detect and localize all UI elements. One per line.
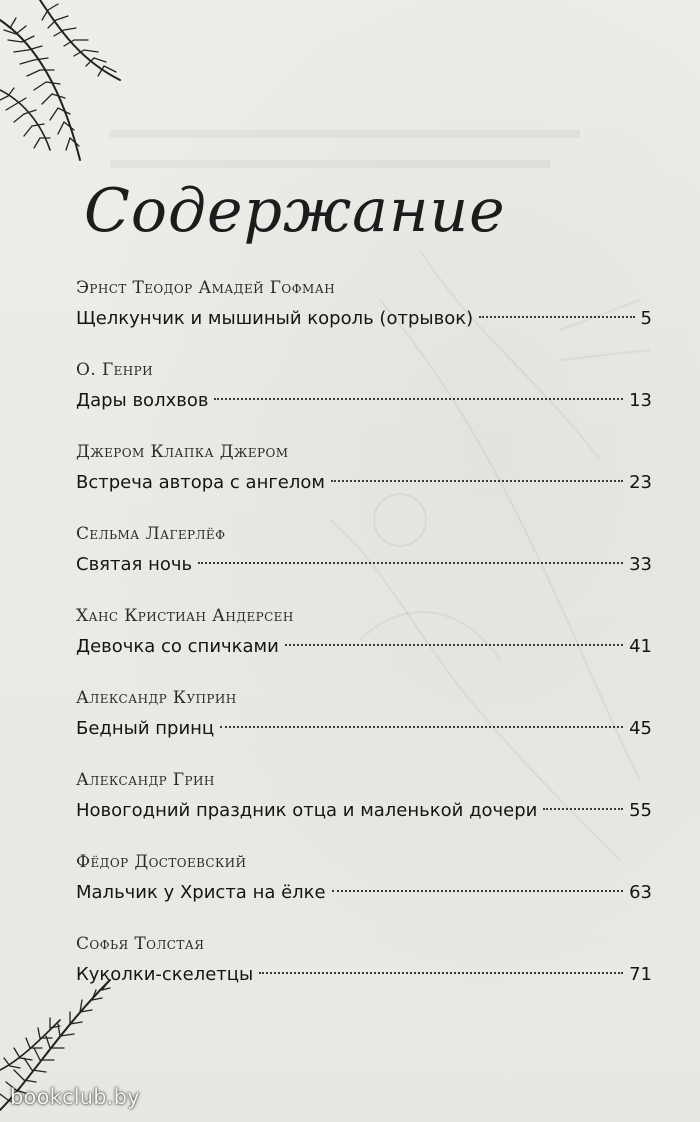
toc-entry xyxy=(76,766,652,848)
entry-author: Александр Куприн xyxy=(76,688,237,708)
entry-title: Святая ночь xyxy=(76,554,193,575)
entry-author: О. Генри xyxy=(76,360,153,380)
entry-line xyxy=(76,302,652,336)
page-title: Содержание xyxy=(84,176,506,246)
entry-author: Эрнст Теодор Амадей Гофман xyxy=(76,278,336,298)
entry-page-number: 41 xyxy=(629,636,652,657)
entry-author: Сельма Лагерлёф xyxy=(76,524,226,544)
entry-title: Бедный принц xyxy=(76,718,215,739)
entry-author: Софья Толстая xyxy=(76,934,205,954)
dot-leader xyxy=(479,316,634,318)
entry-title: Дары волхвов xyxy=(76,390,209,411)
entry-line xyxy=(76,548,652,582)
dot-leader xyxy=(259,972,623,974)
entry-author: Фёдор Достоевский xyxy=(76,852,247,872)
entry-title: Девочка со спичками xyxy=(76,636,279,657)
toc-entry xyxy=(76,930,652,1012)
entry-page-number: 13 xyxy=(629,390,652,411)
entry-line xyxy=(76,876,652,910)
entry-page-number: 33 xyxy=(629,554,652,575)
entry-author: Ханс Кристиан Андерсен xyxy=(76,606,294,626)
watermark: bookclub.by xyxy=(10,1085,140,1109)
entry-page-number: 5 xyxy=(640,308,652,329)
entry-line xyxy=(76,384,652,418)
entry-title: Встреча автора с ангелом xyxy=(76,472,325,493)
dot-leader xyxy=(543,808,623,810)
entry-page-number: 45 xyxy=(629,718,652,739)
fir-branch-icon xyxy=(0,0,150,180)
entry-line xyxy=(76,794,652,828)
entry-page-number: 63 xyxy=(629,882,652,903)
dot-leader xyxy=(331,480,623,482)
entry-line xyxy=(76,466,652,500)
toc-entry xyxy=(76,602,652,684)
entry-page-number: 55 xyxy=(629,800,652,821)
toc-list xyxy=(76,274,652,1012)
toc-entry xyxy=(76,684,652,766)
entry-title: Мальчик у Христа на ёлке xyxy=(76,882,326,903)
dot-leader xyxy=(285,644,623,646)
entry-page-number: 23 xyxy=(629,472,652,493)
entry-title: Щелкунчик и мышиный король (отрывок) xyxy=(76,308,474,329)
dot-leader xyxy=(220,726,623,728)
toc-entry xyxy=(76,274,652,356)
entry-line xyxy=(76,630,652,664)
entry-title: Куколки-скелетцы xyxy=(76,964,254,985)
toc-entry xyxy=(76,356,652,438)
dot-leader xyxy=(214,398,623,400)
toc-entry xyxy=(76,848,652,930)
dot-leader xyxy=(198,562,623,564)
entry-line xyxy=(76,712,652,746)
entry-author: Джером Клапка Джером xyxy=(76,442,289,462)
entry-page-number: 71 xyxy=(629,964,652,985)
toc-entry xyxy=(76,438,652,520)
entry-line xyxy=(76,958,652,992)
toc-entry xyxy=(76,520,652,602)
dot-leader xyxy=(332,890,623,892)
entry-title: Новогодний праздник отца и маленькой дочери xyxy=(76,800,538,821)
entry-author: Александр Грин xyxy=(76,770,215,790)
